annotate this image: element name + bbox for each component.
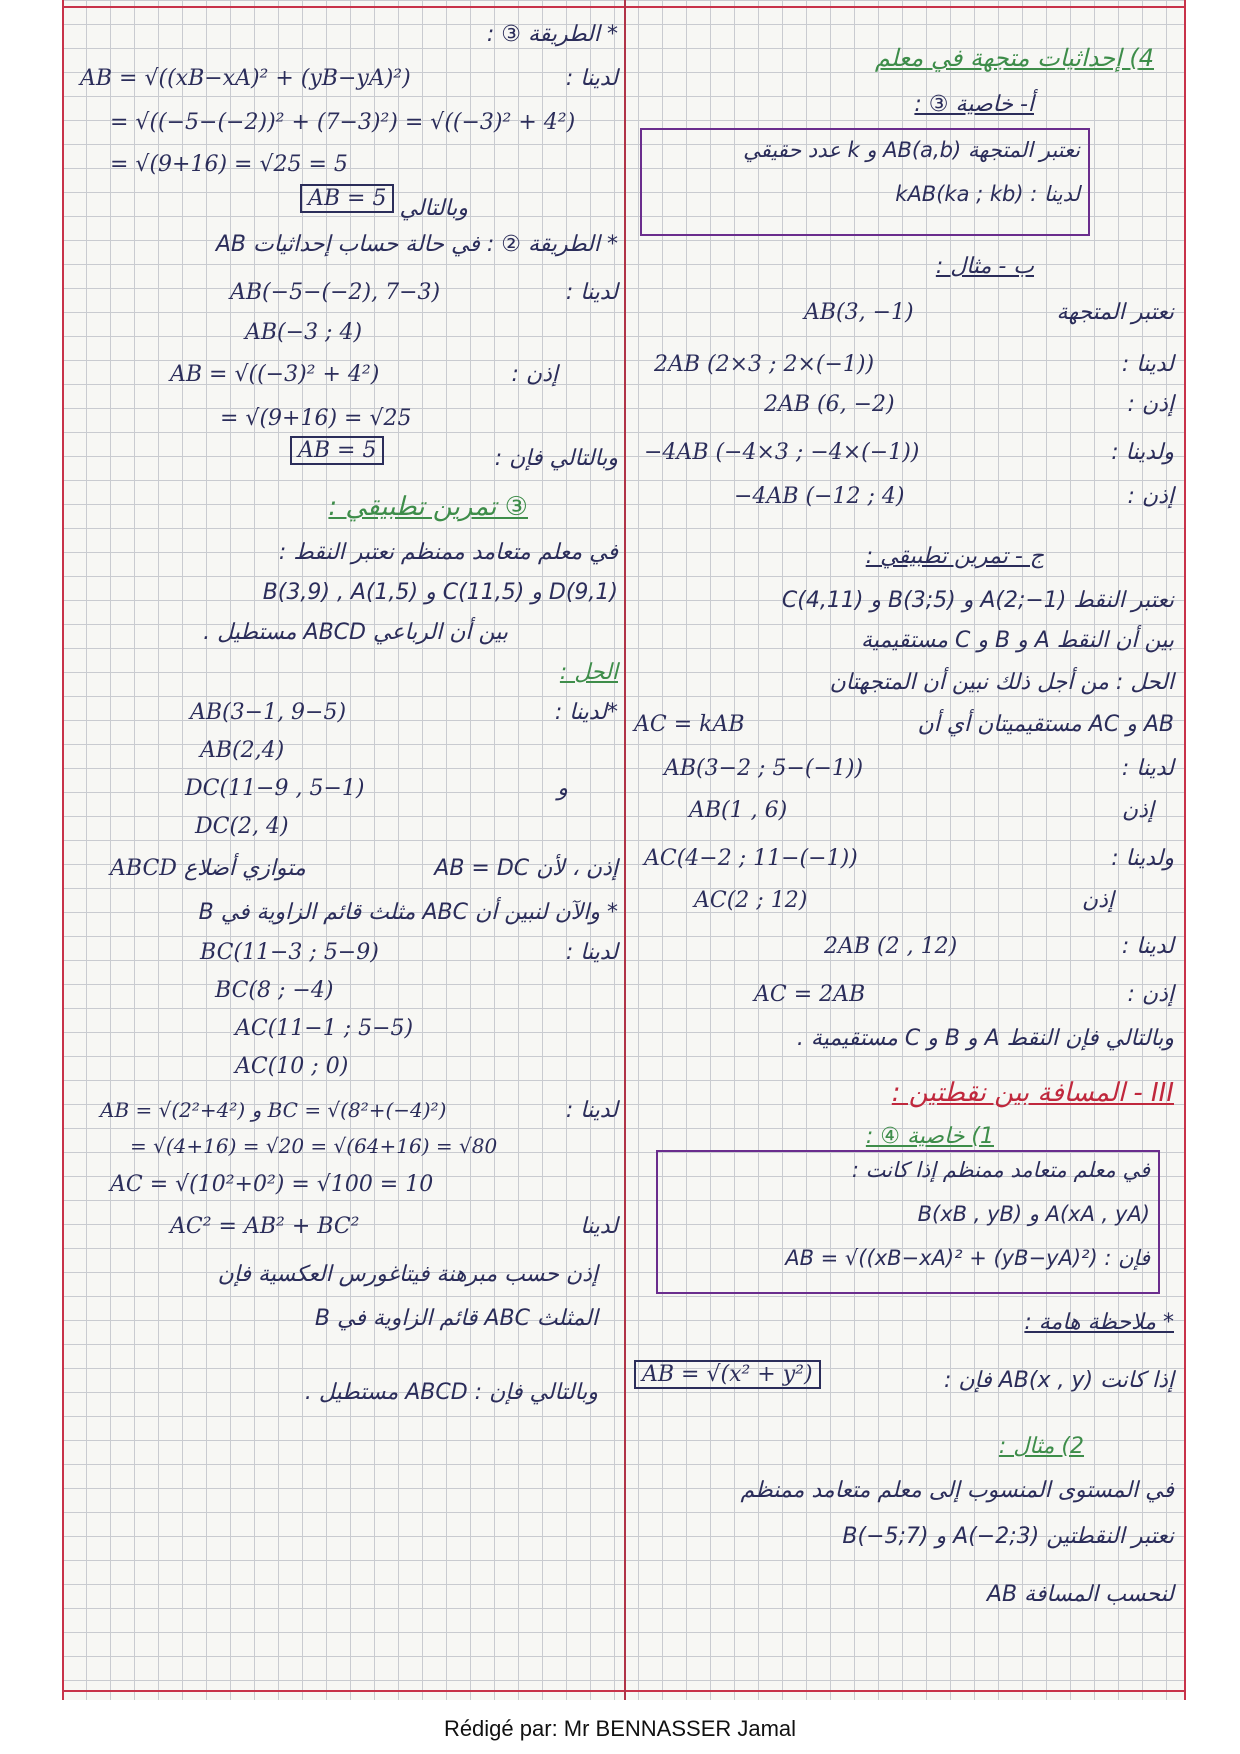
example-line-ar: ولدينا : — [1111, 440, 1174, 465]
solution-line-math: BC(8 ; −4) — [215, 978, 334, 1003]
property4-heading: 1) خاصية ④ : — [865, 1124, 994, 1149]
solution-c-line-math: 2AB (2 , 12) — [824, 934, 958, 959]
solution-c-line-math: AB(3−2 ; 5−(−1)) — [664, 756, 864, 781]
solution-line-math: AB(2,4) — [200, 738, 285, 763]
solution-c-line-math: AC = kAB — [634, 712, 745, 737]
solution-line-math: AC(10 ; 0) — [235, 1054, 349, 1079]
method3-line-ar: وبالتالي — [399, 196, 468, 221]
property3-line: لدينا : kAB(ka ; kb) — [895, 182, 1080, 206]
example-line-math: −4AB (−12 ; 4) — [734, 484, 905, 509]
solution-line-ar: * والآن لنبين أن ABC مثلث قائم الزاوية في B — [198, 900, 618, 925]
exercise-statement-line: D(9,1) و C(11,5) و B(3,9) , A(1,5) — [262, 580, 618, 605]
solution-line-math: AC = √(10²+0²) = √100 = 10 — [110, 1172, 434, 1197]
solution-line-math: DC(11−9 , 5−1) — [185, 776, 365, 801]
method2-line-math: = √(9+16) = √25 — [220, 406, 412, 431]
solution-line-math: AB = √(2²+4²) و BC = √(8²+(−4)²) — [100, 1098, 447, 1122]
solution-line-math: AC(11−1 ; 5−5) — [235, 1016, 414, 1041]
solution-line-math: AC² = AB² + BC² — [170, 1214, 360, 1239]
method3-line-math: = √((−5−(−2))² + (7−3)²) = √((−3)² + 4²) — [110, 110, 576, 135]
solution-line-ar: لدينا — [580, 1214, 618, 1239]
solution-c-line-ar: إذن — [1121, 798, 1154, 823]
solution-c-line-ar: لدينا : — [1121, 934, 1174, 959]
solution-line-ar: إذن ، لأن AB = DC — [434, 856, 618, 881]
method2-line-math: AB(−5−(−2), 7−3) — [230, 280, 441, 305]
method3-line-math: AB = √((xB−xA)² + (yB−yA)²) — [80, 66, 411, 91]
property4-line: في معلم متعامد ممنظم إذا كانت : — [851, 1158, 1150, 1182]
note-heading: * ملاحظة هامة : — [1024, 1310, 1174, 1335]
example-line-math: 2AB (6, −2) — [764, 392, 895, 417]
method2-line-ar: وبالتالي فإن : — [494, 446, 618, 471]
method2-line-ar: إذن : — [511, 362, 558, 387]
solution-line-ar: لدينا : — [565, 1098, 618, 1123]
exercise-statement-line: بين أن الرباعي ABCD مستطيل . — [203, 620, 508, 645]
property3-heading: أ- خاصية ③ : — [914, 92, 1034, 117]
example2-line: لنحسب المسافة AB — [986, 1582, 1174, 1607]
solution-line-math: ABCD متوازي أضلاع — [110, 856, 306, 881]
example-line-ar: إذن : — [1127, 392, 1174, 417]
method2-heading: * الطريقة ② : في حالة حساب إحداثيات AB — [215, 232, 618, 257]
solution-c-line-math: AC = 2AB — [754, 982, 866, 1007]
note-formula-box: AB = √(x² + y²) — [634, 1360, 821, 1389]
property4-box — [656, 1150, 1160, 1294]
example-heading: ب - مثال : — [935, 254, 1034, 279]
solution-c-line-math: AB(1 , 6) — [689, 798, 788, 823]
property4-line: A(xA , yA) و B(xB , yB) — [917, 1202, 1150, 1226]
solution-c-line-math: AC(2 ; 12) — [694, 888, 808, 913]
solution-line-ar: المثلث ABC قائم الزاوية في B — [314, 1306, 598, 1331]
example-line-math: −4AB (−4×3 ; −4×(−1)) — [644, 440, 920, 465]
solution-line-ar: *لدينا : — [554, 700, 618, 725]
section-heading: 4) إحداثيات متجهة في معلم — [874, 44, 1154, 72]
solution-c-line-ar: الحل : من أجل ذلك نبين أن المتجهتان — [829, 670, 1174, 695]
example-line-ar: إذن : — [1127, 484, 1174, 509]
solution-line-math: AB(3−1, 9−5) — [190, 700, 347, 725]
method3-result-box: AB = 5 — [300, 184, 394, 213]
method3-line-math: = √(9+16) = √25 = 5 — [110, 152, 348, 177]
example-line-ar: نعتبر المتجهة — [1056, 300, 1174, 325]
property3-box — [640, 128, 1090, 236]
solution-c-line-ar: إذن : — [1127, 982, 1174, 1007]
solution-line-math: = √(4+16) = √20 = √(64+16) = √80 — [130, 1134, 498, 1158]
solution-c-line-ar: AB و AC مستقيميتان أي أن — [917, 712, 1174, 737]
example2-line: في المستوى المنسوب إلى معلم متعامد ممنظم — [740, 1478, 1174, 1503]
section3-heading: III - المسافة بين نقطتين : — [891, 1078, 1174, 1108]
property3-line: نعتبر المتجهة AB(a,b) و k عدد حقيقي — [743, 138, 1080, 162]
example2-line: نعتبر النقطتين A(−2;3) و B(−5;7) — [842, 1524, 1174, 1549]
example-line-ar: لدينا : — [1121, 352, 1174, 377]
method2-line-ar: لدينا : — [565, 280, 618, 305]
example-line-math: 2AB (2×3 ; 2×(−1)) — [654, 352, 875, 377]
solution-line-ar: وبالتالي فإن : ABCD مستطيل . — [304, 1380, 598, 1405]
example2-heading: 2) مثال : — [998, 1434, 1084, 1459]
exercise-heading: ③ تمرين تطبيقي : — [328, 492, 528, 522]
solution-line-math: BC(11−3 ; 5−9) — [200, 940, 379, 965]
solution-label: الحل : — [559, 660, 618, 685]
note-line-ar: إذا كانت AB(x , y) فإن : — [943, 1368, 1174, 1393]
method3-line-ar: لدينا : — [565, 66, 618, 91]
method2-result-box: AB = 5 — [290, 436, 384, 465]
exercise-c-line: نعتبر النقط A(2;−1) و B(3;5) و C(4,11) — [781, 588, 1174, 613]
solution-c-line-ar: لدينا : — [1121, 756, 1174, 781]
exercise-statement-line: في معلم متعامد ممنظم نعتبر النقط : — [278, 540, 618, 565]
author-footer: Rédigé par: Mr BENNASSER Jamal — [443, 1716, 797, 1741]
property4-line: فإن : AB = √((xB−xA)² + (yB−yA)²) — [785, 1246, 1150, 1270]
solution-line-ar: إذن حسب مبرهنة فيتاغورس العكسية فإن — [217, 1262, 598, 1287]
solution-line-ar: و — [557, 776, 568, 801]
column-divider — [624, 0, 626, 1700]
method2-line-math: AB(−3 ; 4) — [245, 320, 363, 345]
method3-heading: * الطريقة ③ : — [486, 22, 618, 47]
solution-c-line-ar: إذن — [1081, 888, 1114, 913]
method2-line-math: AB = √((−3)² + 4²) — [170, 362, 380, 387]
solution-c-line-ar: وبالتالي فإن النقط A و B و C مستقيمية . — [796, 1026, 1174, 1051]
solution-c-line-math: AC(4−2 ; 11−(−1)) — [644, 846, 858, 871]
solution-c-line-ar: ولدينا : — [1111, 846, 1174, 871]
solution-line-math: DC(2, 4) — [195, 814, 289, 839]
notebook-page — [62, 0, 1186, 1700]
example-line-math: AB(3, −1) — [804, 300, 914, 325]
exercise-c-line: بين أن النقط A و B و C مستقيمية — [861, 628, 1174, 653]
exercise-c-heading: ج - تمرين تطبيقي : — [865, 544, 1044, 569]
right-margin-line — [1184, 0, 1186, 1700]
left-margin-line — [62, 0, 64, 1700]
solution-line-ar: لدينا : — [565, 940, 618, 965]
